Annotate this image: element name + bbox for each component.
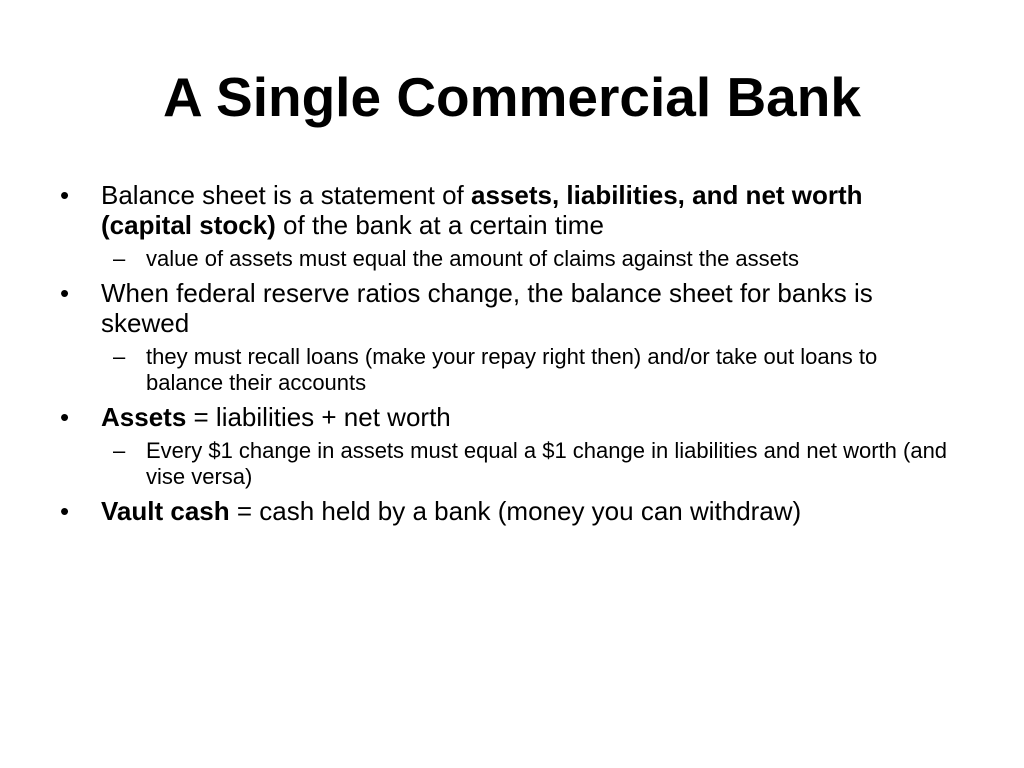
- bullet-marker: •: [60, 496, 70, 526]
- bullet-balance-sheet: [56, 180, 956, 272]
- bullet-text-after: = cash held by a bank (money you can withdraw): [229, 496, 802, 526]
- sub-bullet-dollar-change: [101, 438, 956, 490]
- bullet-marker: •: [60, 180, 70, 210]
- bullet-list: [56, 180, 956, 528]
- sub-bullet-recall-loans: [101, 344, 956, 396]
- sub-list: [101, 246, 956, 272]
- sub-bullet-text: they must recall loans (make your repay right then) and/or take out loans to balance their accounts: [146, 344, 878, 395]
- bullet-text: When federal reserve ratios change, the balance sheet for banks is skewed: [101, 278, 873, 338]
- bullet-marker: •: [60, 402, 70, 432]
- bullet-reserve-ratios: [56, 278, 956, 396]
- sub-marker: –: [113, 438, 126, 463]
- sub-list: [101, 344, 956, 396]
- bullet-bold-text: Assets: [101, 402, 187, 432]
- sub-marker: –: [113, 344, 126, 369]
- bullet-assets-equation: [56, 402, 956, 490]
- bullet-bold-text: assets, liabilities, and net worth (capital stock): [101, 180, 863, 240]
- slide-title: A Single Commercial Bank: [163, 66, 861, 128]
- bullet-vault-cash: [56, 496, 956, 526]
- sub-bullet-text: Every $1 change in assets must equal a $1 change in liabilities and net worth (and vise versa): [146, 438, 948, 489]
- bullet-bold-text: Vault cash: [101, 496, 230, 526]
- bullet-text: Balance sheet is a statement of: [101, 180, 471, 210]
- sub-marker: –: [113, 246, 126, 271]
- bullet-text-after: = liabilities + net worth: [186, 402, 451, 432]
- bullet-marker: •: [60, 278, 70, 308]
- sub-bullet-assets-claims: [101, 246, 956, 272]
- sub-bullet-text: value of assets must equal the amount of claims against the assets: [146, 246, 800, 271]
- sub-list: [101, 438, 956, 490]
- bullet-text-after: of the bank at a certain time: [275, 210, 604, 240]
